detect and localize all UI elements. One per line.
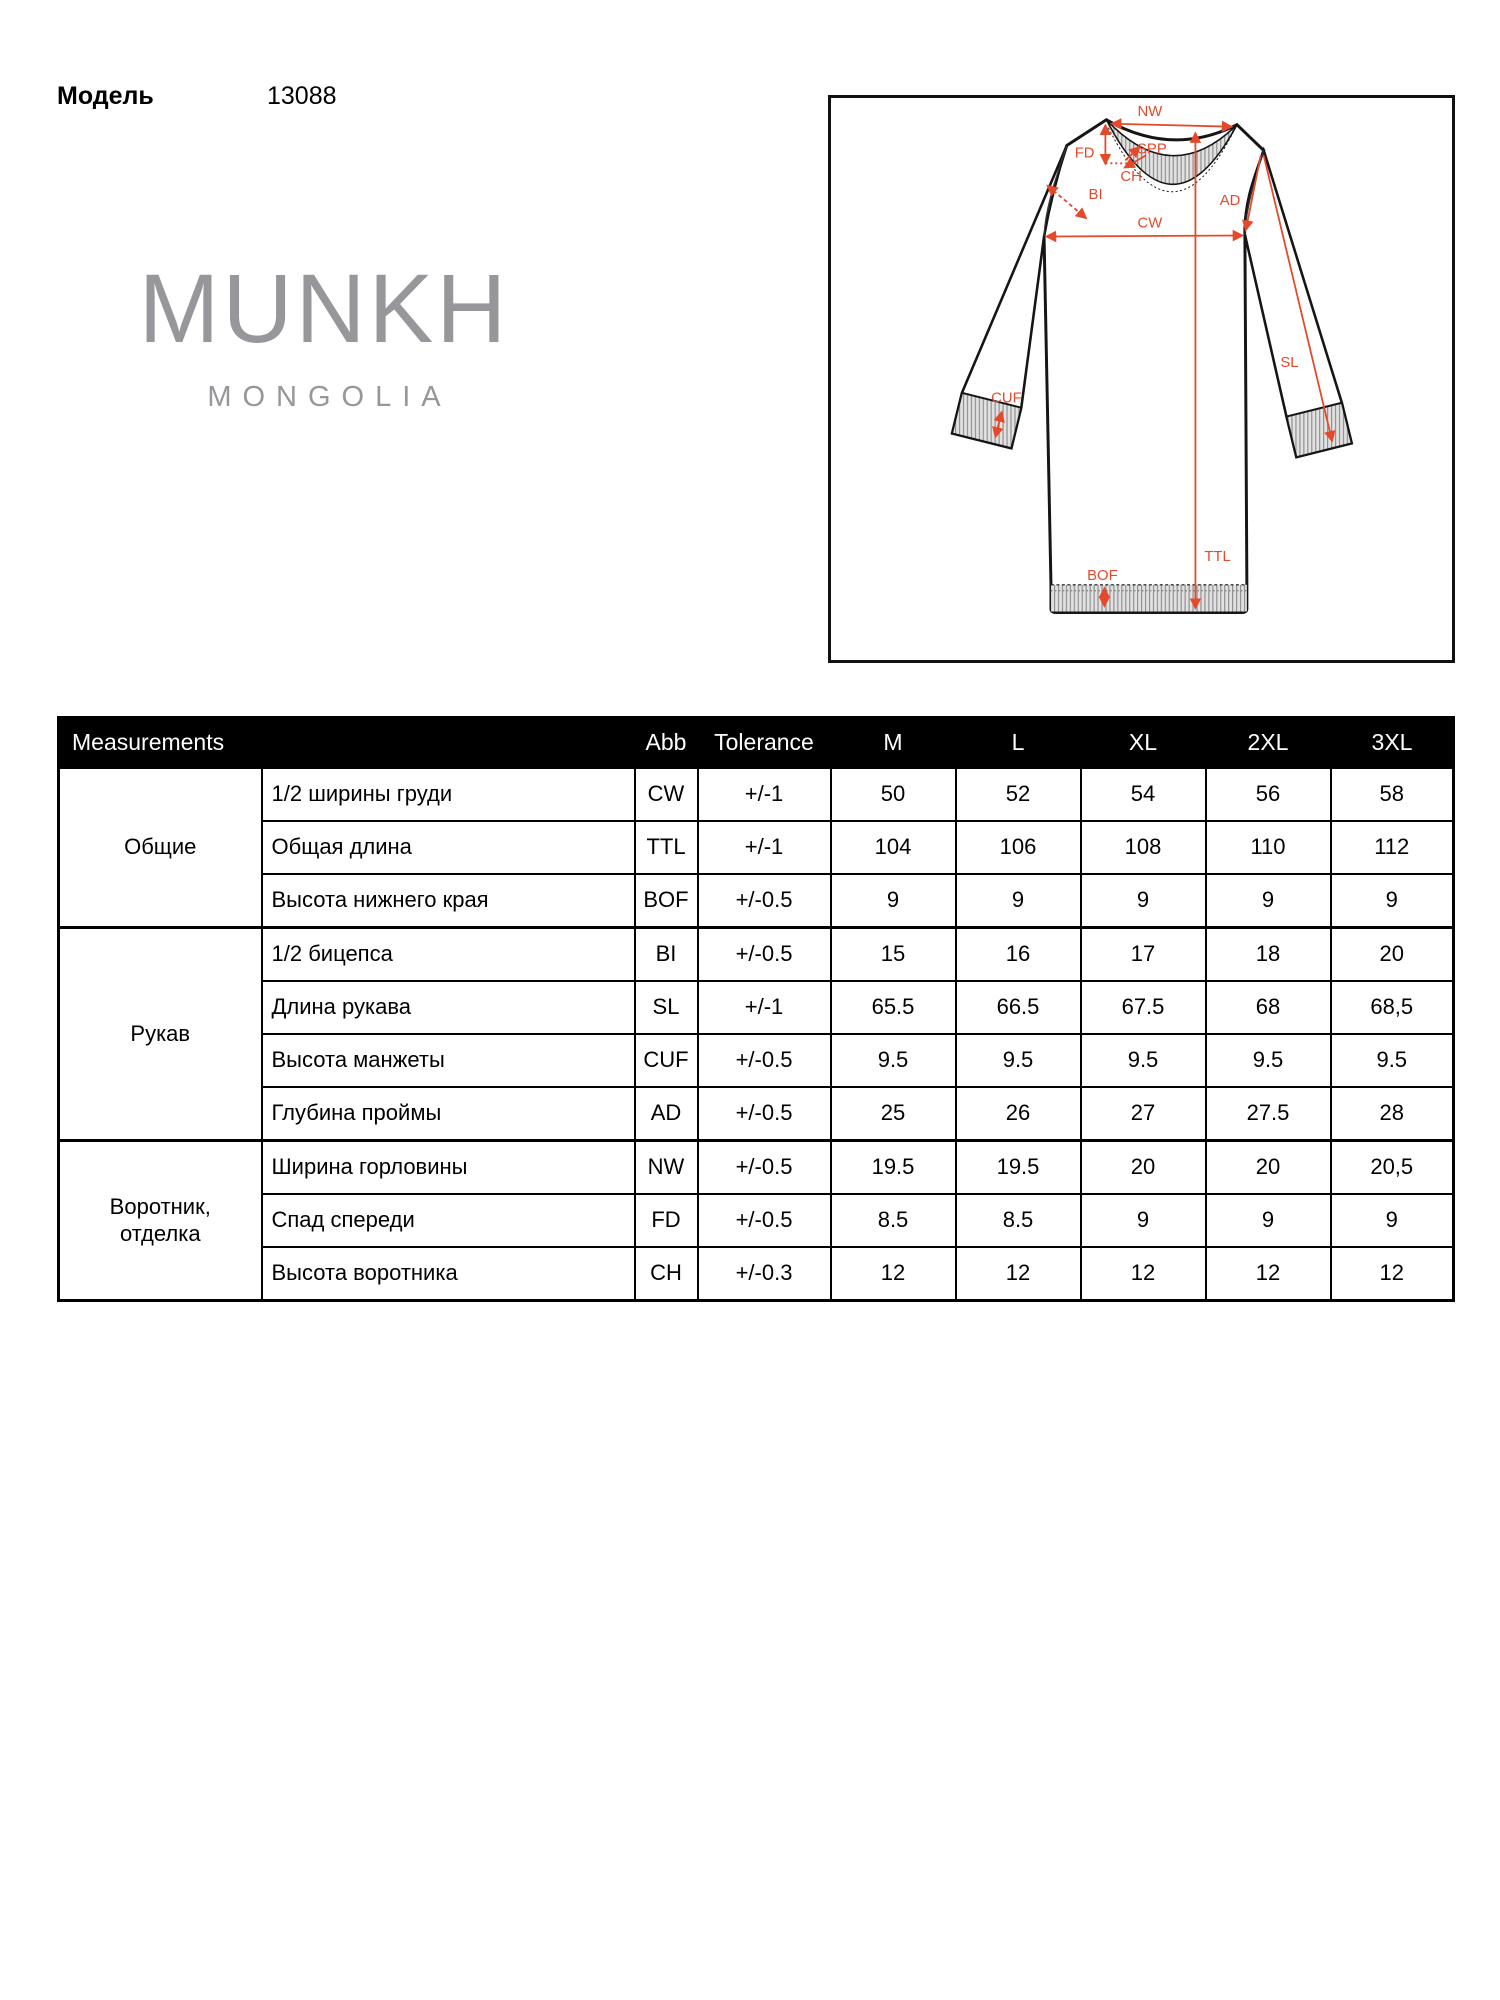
value-cell: 54 [1081,768,1206,822]
value-cell: 8.5 [956,1194,1081,1247]
ttl-label: TTL [1204,549,1231,566]
value-cell: 27.5 [1206,1087,1331,1141]
abb-cell: BI [635,928,698,982]
measurement-name: Глубина проймы [262,1087,635,1141]
model-number: 13088 [267,82,337,110]
value-cell: 106 [956,821,1081,874]
value-cell: 65.5 [831,981,956,1034]
measurement-name: Высота нижнего края [262,874,635,928]
table-row [59,1034,1454,1087]
tolerance-cell: +/-0.5 [698,1194,831,1247]
abb-cell: BOF [635,874,698,928]
value-cell: 9.5 [956,1034,1081,1087]
group-cell: Воротник, отделка [59,1141,262,1301]
value-cell: 12 [831,1247,956,1301]
value-cell: 26 [956,1087,1081,1141]
value-cell: 104 [831,821,956,874]
value-cell: 19.5 [956,1141,1081,1195]
hem-rib-band [1051,585,1247,612]
value-cell: 9.5 [1331,1034,1454,1087]
value-cell: 9 [1081,874,1206,928]
value-cell: 56 [1206,768,1331,822]
sl-label: SL [1280,355,1299,372]
value-cell: 17 [1081,928,1206,982]
header-2xl: 2XL [1206,718,1331,768]
measurement-name: Длина рукава [262,981,635,1034]
measurement-name: 1/2 ширины груди [262,768,635,822]
table-row [59,821,1454,874]
tolerance-cell: +/-0.3 [698,1247,831,1301]
tolerance-cell: +/-1 [698,821,831,874]
tolerance-cell: +/-0.5 [698,1087,831,1141]
value-cell: 9.5 [831,1034,956,1087]
size-table-body [59,768,1454,1301]
value-cell: 112 [1331,821,1454,874]
header-tolerance: Tolerance [698,718,831,768]
value-cell: 12 [1081,1247,1206,1301]
value-cell: 58 [1331,768,1454,822]
tolerance-cell: +/-0.5 [698,1141,831,1195]
value-cell: 110 [1206,821,1331,874]
value-cell: 108 [1081,821,1206,874]
abb-cell: SL [635,981,698,1034]
value-cell: 9.5 [1081,1034,1206,1087]
table-row [59,928,1454,982]
header-3xl: 3XL [1331,718,1454,768]
brand-logo [138,254,510,414]
fd-label: FD [1074,145,1095,162]
value-cell: 8.5 [831,1194,956,1247]
header-l: L [956,718,1081,768]
value-cell: 9 [1206,874,1331,928]
abb-cell: CH [635,1247,698,1301]
measurements-table [57,716,1455,1302]
abb-cell: TTL [635,821,698,874]
value-cell: 68 [1206,981,1331,1034]
value-cell: 16 [956,928,1081,982]
nw-line [1112,124,1231,127]
garment-sketch [831,98,1452,660]
value-cell: 9.5 [1206,1034,1331,1087]
value-cell: 12 [1331,1247,1454,1301]
bi-label: BI [1088,186,1103,203]
model-row [57,82,337,111]
cuf-label: CUF [991,390,1022,407]
value-cell: 25 [831,1087,956,1141]
garment-diagram [828,95,1455,663]
size-table [57,716,1455,1302]
value-cell: 19.5 [831,1141,956,1195]
value-cell: 12 [1206,1247,1331,1301]
value-cell: 9 [956,874,1081,928]
table-row [59,1247,1454,1301]
value-cell: 18 [1206,928,1331,982]
nw-label: NW [1137,103,1163,120]
value-cell: 52 [956,768,1081,822]
tolerance-cell: +/-1 [698,768,831,822]
value-cell: 12 [956,1247,1081,1301]
value-cell: 9 [1206,1194,1331,1247]
tolerance-cell: +/-0.5 [698,874,831,928]
value-cell: 20 [1081,1141,1206,1195]
abb-cell: CUF [635,1034,698,1087]
abb-cell: CW [635,768,698,822]
measurement-name: 1/2 бицепса [262,928,635,982]
tolerance-cell: +/-0.5 [698,1034,831,1087]
value-cell: 27 [1081,1087,1206,1141]
value-cell: 20 [1331,928,1454,982]
ad-label: AD [1219,192,1241,209]
abb-cell: AD [635,1087,698,1141]
table-row [59,1141,1454,1195]
value-cell: 50 [831,768,956,822]
value-cell: 67.5 [1081,981,1206,1034]
brand-name: MUNKH [138,254,510,363]
tolerance-cell: +/-1 [698,981,831,1034]
size-table-header-row [59,718,1454,768]
value-cell: 68,5 [1331,981,1454,1034]
bof-label: BOF [1087,567,1118,584]
table-row [59,981,1454,1034]
value-cell: 9 [1331,874,1454,928]
group-cell: Рукав [59,928,262,1141]
table-row [59,1087,1454,1141]
measurement-name: Высота воротника [262,1247,635,1301]
value-cell: 15 [831,928,956,982]
abb-cell: NW [635,1141,698,1195]
table-row [59,1194,1454,1247]
value-cell: 28 [1331,1087,1454,1141]
measurement-name: Ширина горловины [262,1141,635,1195]
value-cell: 9 [831,874,956,928]
measurement-name: Общая длина [262,821,635,874]
value-cell: 66.5 [956,981,1081,1034]
measurement-name: Спад спереди [262,1194,635,1247]
value-cell: 9 [1081,1194,1206,1247]
header-measurements: Measurements [59,718,635,768]
value-cell: 9 [1331,1194,1454,1247]
header-m: M [831,718,956,768]
tolerance-cell: +/-0.5 [698,928,831,982]
group-cell: Общие [59,768,262,928]
header-xl: XL [1081,718,1206,768]
abb-cell: FD [635,1194,698,1247]
cw-label: CW [1137,215,1163,232]
model-label: Модель [57,82,154,110]
table-row [59,768,1454,822]
measurement-name: Высота манжеты [262,1034,635,1087]
cw-line [1047,236,1242,237]
table-row [59,874,1454,928]
spp-label: SPP [1137,141,1167,158]
value-cell: 20,5 [1331,1141,1454,1195]
value-cell: 20 [1206,1141,1331,1195]
brand-subtitle: MONGOLIA [207,381,452,413]
header-abb: Abb [635,718,698,768]
ch-label: CH [1120,169,1142,186]
